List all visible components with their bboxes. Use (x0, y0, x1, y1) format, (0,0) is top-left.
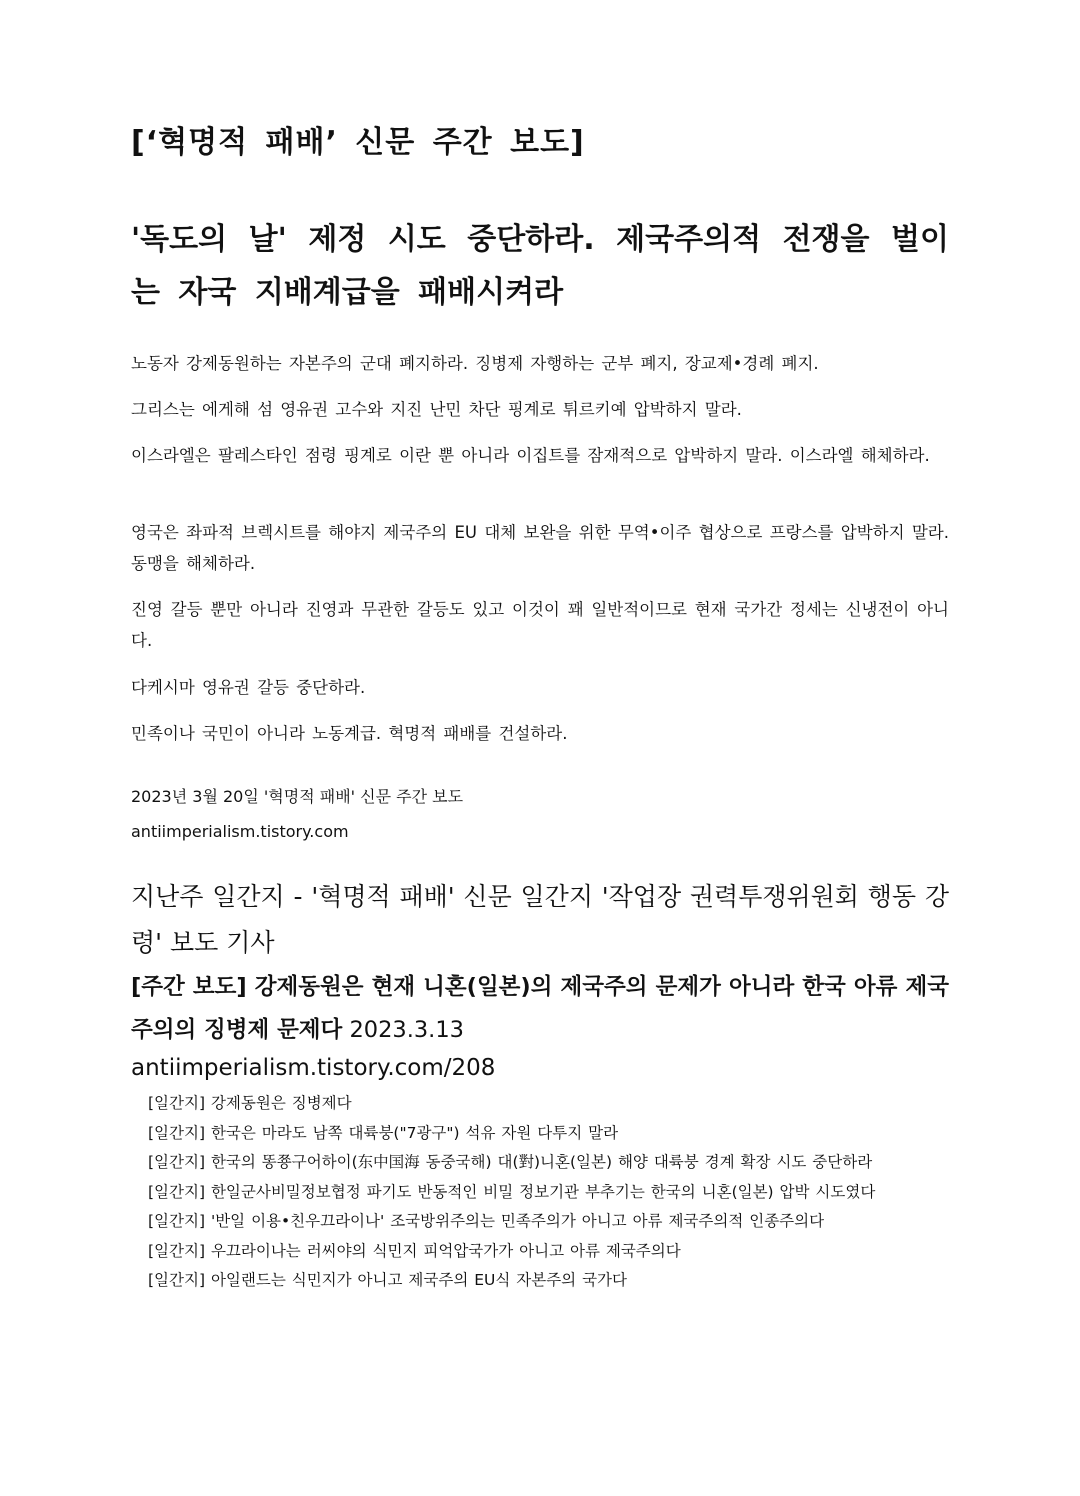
section-kicker: [‘혁명적 패배’ 신문 주간 보도] (131, 125, 585, 160)
daily-article-item[interactable]: [일간지] 한국은 마라도 남쪽 대륙붕("7광구") 석유 자원 다투지 말라 (148, 1123, 619, 1142)
body-paragraph-2: 그리스는 에게해 섬 영유권 고수와 지진 난민 차단 핑계로 튀르키예 압박하지 말라. (131, 400, 742, 419)
dateline: 2023년 3월 20일 '혁명적 패배' 신문 주간 보도 (131, 787, 464, 806)
weekly-report-title[interactable]: [주간 보도] 강제동원은 현재 니혼(일본)의 제국주의 문제가 아니라 한국 아류 제국주의의 징병제 문제다 (131, 974, 949, 1043)
daily-article-item[interactable]: [일간지] 아일랜드는 식민지가 아니고 제국주의 EU식 자본주의 국가다 (148, 1271, 627, 1289)
body-paragraph-4: 영국은 좌파적 브렉시트를 해야지 제국주의 EU 대체 보완을 위한 무역•이주 협상으로 프랑스를 압박하지 말라. 동맹을 해체하라. (131, 523, 949, 573)
body-paragraph-7: 민족이나 국민이 아니라 노동계급. 혁명적 패배를 건설하라. (131, 724, 568, 743)
daily-article-item[interactable]: [일간지] '반일 이용•친우끄라이나' 조국방위주의는 민족주의가 아니고 아류 제국주의적 인종주의다 (148, 1212, 825, 1230)
daily-article-list (131, 1089, 949, 1296)
body-paragraph-5: 진영 갈등 뿐만 아니라 진영과 무관한 갈등도 있고 이것이 꽤 일반적이므로 현재 국가간 정세는 신냉전이 아니다. (131, 600, 949, 650)
daily-article-item[interactable]: [일간지] 우끄라이나는 러씨야의 식민지 피억압국가가 아니고 아류 제국주의다 (148, 1241, 681, 1260)
last-week-heading: 지난주 일간지 - '혁명적 패배' 신문 일간지 '작업장 권력투쟁위원회 행동 강령' 보도 기사 (131, 882, 949, 957)
site-link[interactable]: antiimperialism.tistory.com (131, 822, 349, 841)
weekly-report (131, 966, 949, 1052)
body-paragraph-1: 노동자 강제동원하는 자본주의 군대 폐지하라. 징병제 자행하는 군부 폐지, 장교제•경례 폐지. (131, 354, 819, 373)
daily-article-item[interactable]: [일간지] 한국의 똥쭁구어하이(东中国海 동중국해) 대(對)니혼(일본) 해양 대륙붕 경계 확장 시도 중단하라 (148, 1153, 873, 1171)
body-paragraph-3: 이스라엘은 팔레스타인 점령 핑계로 이란 뿐 아니라 이집트를 잠재적으로 압박하지 말라. 이스라엘 해체하라. (131, 446, 930, 465)
daily-article-item[interactable]: [일간지] 한일군사비밀정보협정 파기도 반동적인 비밀 정보기관 부추기는 한국의 니혼(일본) 압박 시도였다 (148, 1182, 876, 1201)
weekly-report-date: 2023.3.13 (342, 1017, 464, 1043)
daily-article-item[interactable]: [일간지] 강제동원은 징병제다 (148, 1094, 352, 1112)
page-title: '독도의 날' 제정 시도 중단하라. 제국주의적 전쟁을 벌이는 자국 지배계급을 패배시켜라 (131, 222, 949, 310)
weekly-report-link[interactable]: antiimperialism.tistory.com/208 (131, 1055, 496, 1081)
body-paragraph-6: 다케시마 영유권 갈등 중단하라. (131, 678, 366, 697)
